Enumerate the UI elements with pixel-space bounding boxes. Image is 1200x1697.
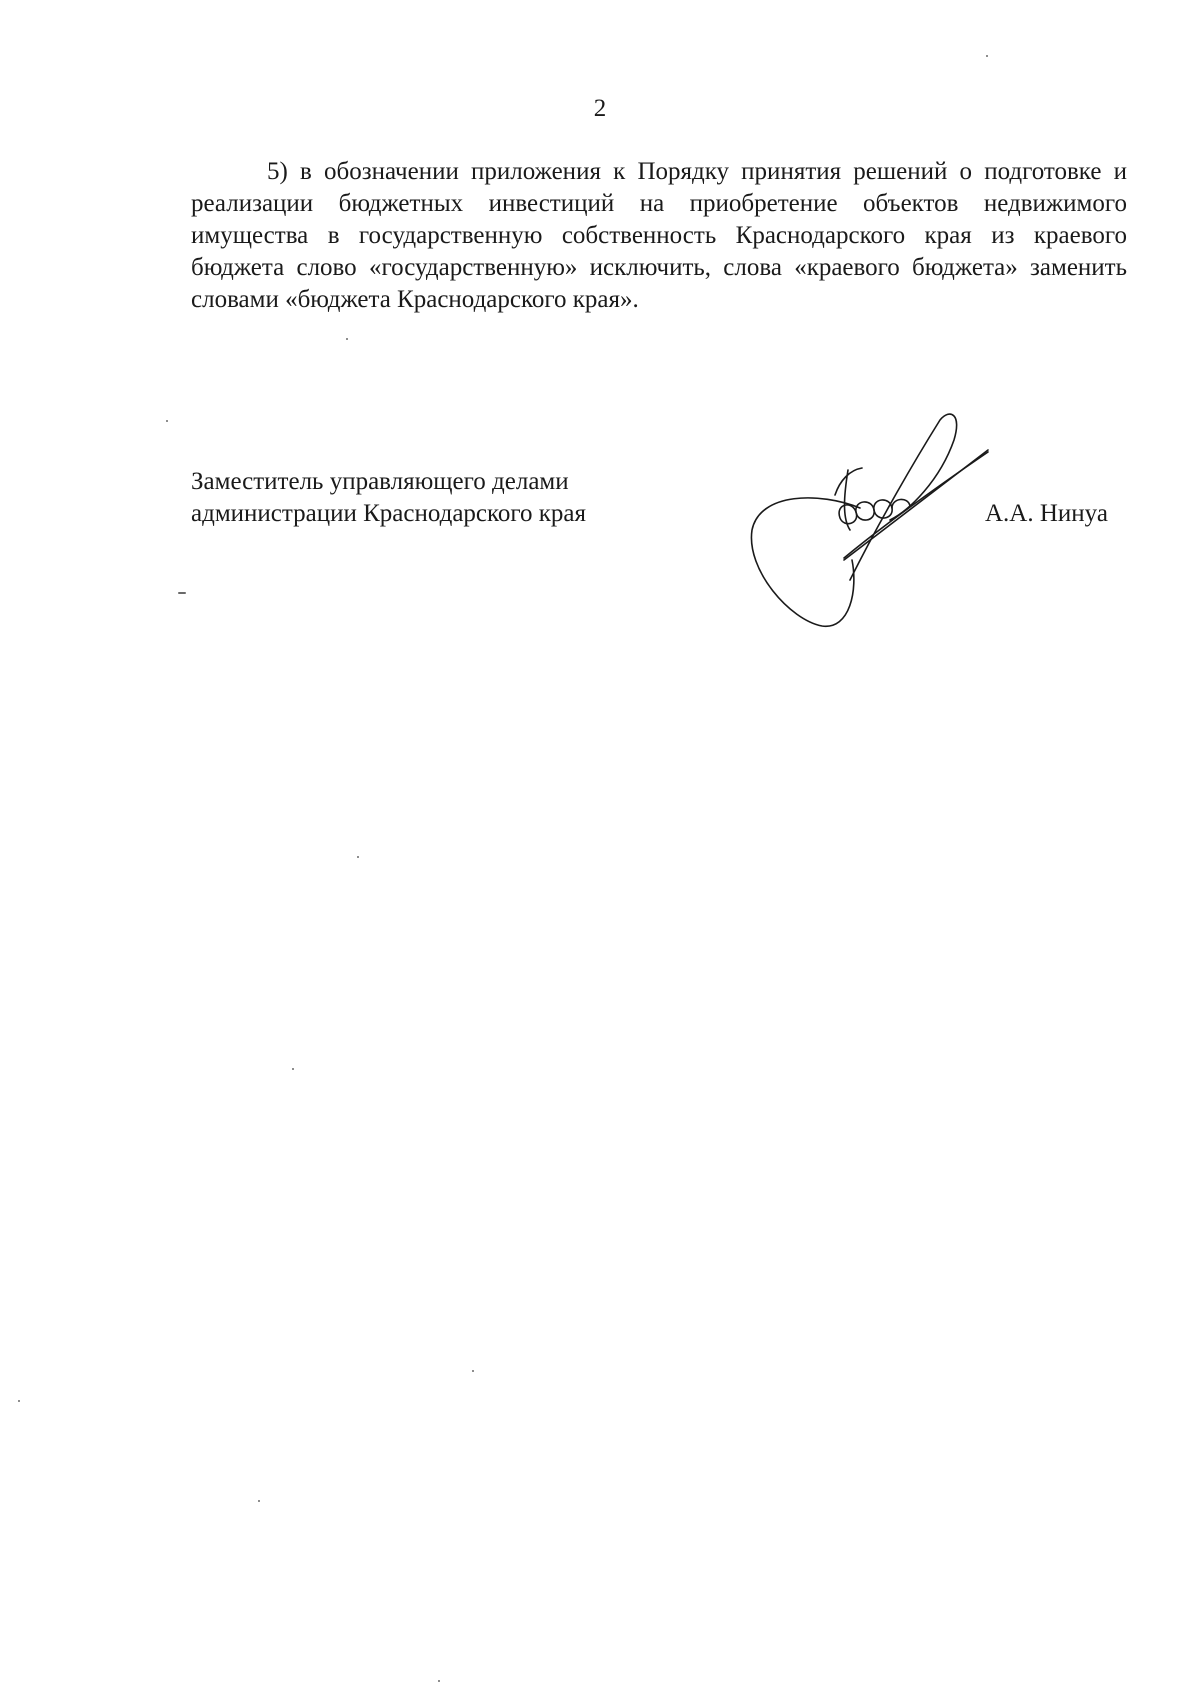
position-line-1: Заместитель управляющего делами xyxy=(191,468,569,495)
signatory-name: А.А. Нинуа xyxy=(985,500,1108,527)
scan-speck xyxy=(438,1680,440,1682)
scan-speck xyxy=(258,1500,260,1502)
scan-speck xyxy=(178,592,186,594)
scan-speck xyxy=(346,338,348,340)
scan-speck xyxy=(166,420,168,422)
scan-speck xyxy=(357,856,359,858)
page-number: 2 xyxy=(593,95,607,122)
signatory-position xyxy=(191,466,791,530)
amendment-paragraph: 5) в обозначении приложения к Порядку принятия решений о подготовке и реализации бюджетных инвестиций на приобретение объектов недвижимого имущества в государственную собственность Краснодарского края из краевого бюджета слово «государственную» исключить, слова «краевого бюджета» заменить словами «бюджета Краснодарского края». xyxy=(191,158,1127,313)
scan-speck xyxy=(986,55,988,57)
scan-speck xyxy=(18,1400,20,1402)
scan-speck xyxy=(472,1370,474,1372)
position-line-2: администрации Краснодарского края xyxy=(191,500,587,527)
scan-speck xyxy=(292,1068,294,1070)
